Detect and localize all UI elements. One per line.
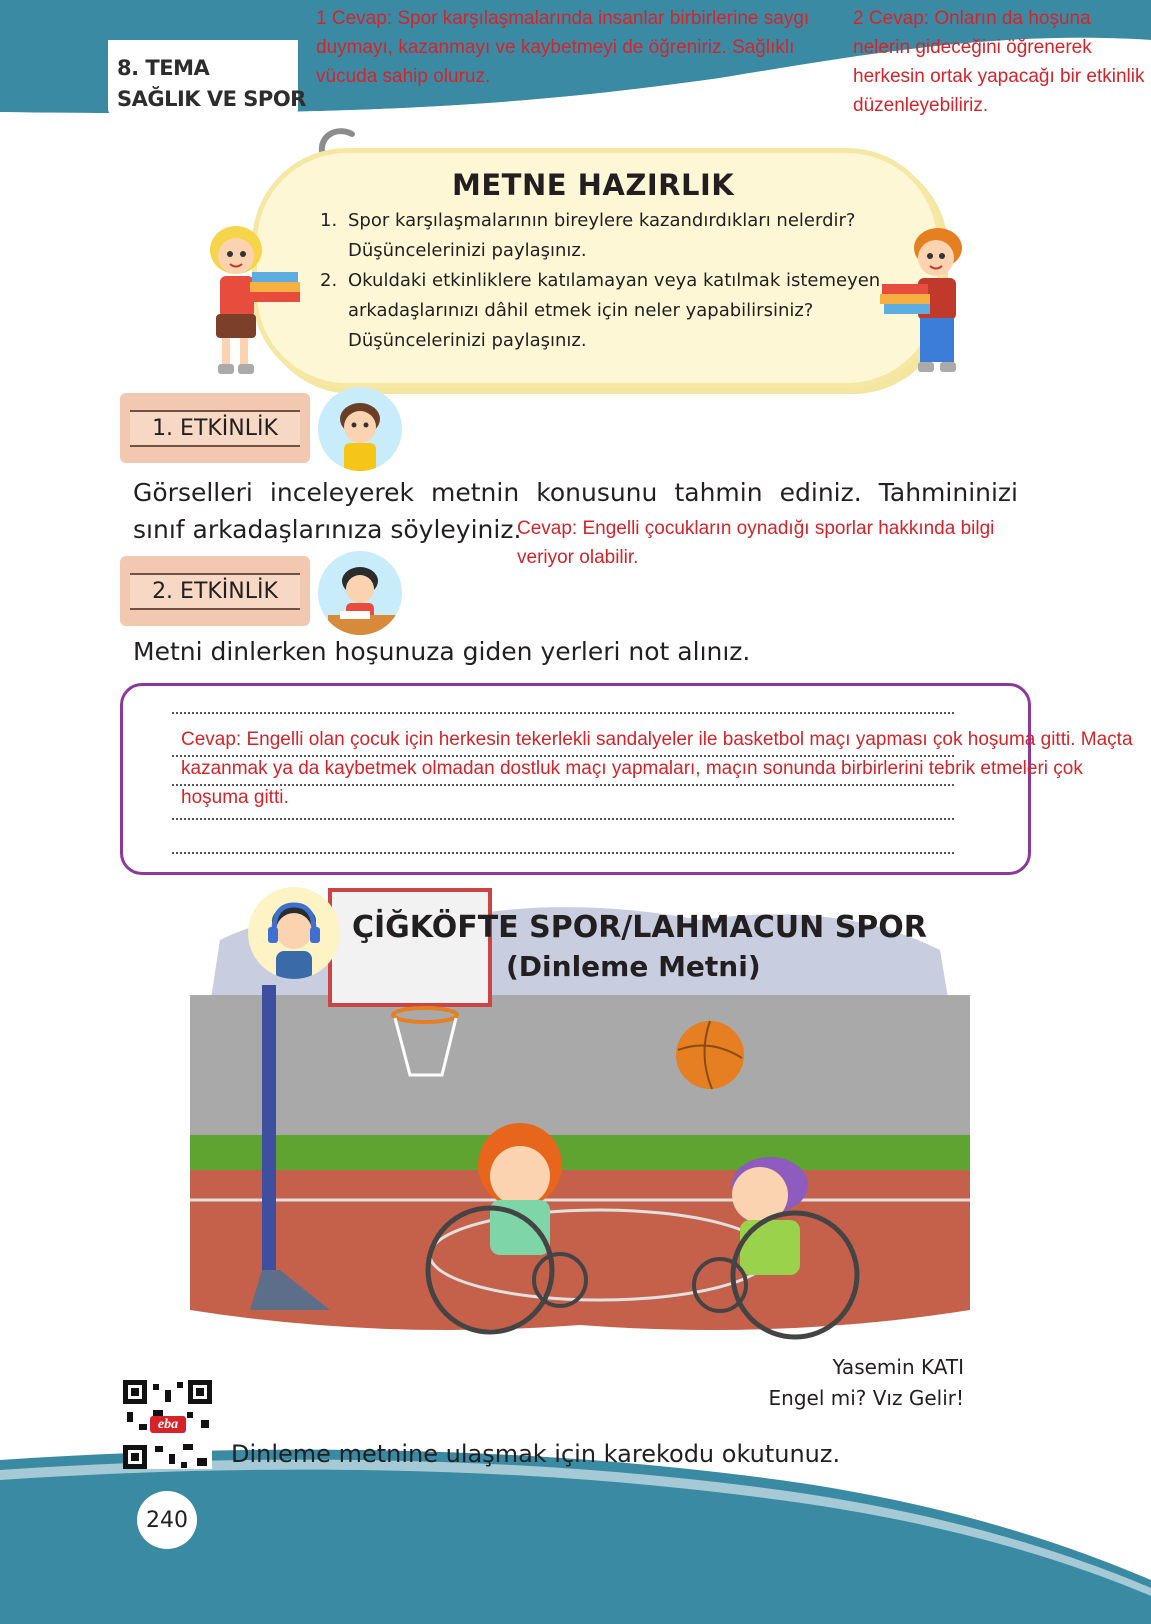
qr-code[interactable]: [123, 1380, 212, 1469]
theme-number: 8. TEMA: [117, 56, 210, 80]
activity-1-label: 1. ETKİNLİK: [130, 410, 300, 447]
page-number: 240: [134, 1488, 200, 1552]
girl-avatar: [318, 551, 402, 635]
activity-2-tag: [120, 556, 310, 626]
answer-2: 2 Cevap: Onların da hoşuna nelerin gideceğini öğrenerek herkesin ortak yapacağı bir etkinlik düzenleyebiliriz.: [853, 8, 1145, 116]
dotted-line: [172, 818, 954, 820]
question-item: [320, 266, 890, 356]
story-credit: [700, 1352, 964, 1414]
question-text: Okuldaki etkinliklere katılamayan veya katılmak istemeyen arkadaşlarınızı dâhil etmek için neler yapabilirsiniz? Düşüncelerinizi paylaşınız.: [348, 270, 881, 351]
question-text: Spor karşılaşmalarının bireylere kazandırdıkları nelerdir? Düşüncelerinizi paylaşınız.: [348, 210, 856, 261]
question-number: 2.: [320, 270, 338, 291]
activity-2-label: 2. ETKİNLİK: [130, 573, 300, 610]
preparation-title: METNE HAZIRLIK: [452, 168, 735, 202]
boy-headphones-avatar: [248, 887, 340, 979]
dotted-line: [172, 852, 954, 854]
boy-with-books-illustration: [878, 222, 978, 382]
activity-2-answer: Cevap: Engelli olan çocuk için herkesin tekerlekli sandalyeler ile basketbol maçı yapması çok hoşuma gitti. Maçta kazanmak ya da kaybetmek olmadan dostluk maçı yapmaları, maçın sonunda birbirlerini tebrik etmeleri çok hoşuma gitti.: [181, 729, 1133, 808]
theme-label: [117, 53, 306, 115]
question-number: 1.: [320, 210, 338, 231]
story-author: Yasemin KATI: [832, 1355, 964, 1379]
story-subtitle: (Dinleme Metni): [506, 950, 761, 983]
activity-1-answer: Cevap: Engelli çocukların oynadığı sporlar hakkında bilgi veriyor olabilir.: [517, 518, 995, 568]
qr-instruction: Dinleme metnine ulaşmak için karekodu okutunuz.: [231, 1440, 841, 1468]
activity-1-instruction: Görselleri inceleyerek metnin konusunu tahmin ediniz. Tahmininizi sınıf arkadaşlarınıza söyleyiniz.: [133, 478, 1018, 544]
story-title: ÇİĞKÖFTE SPOR/LAHMACUN SPOR: [352, 910, 927, 945]
answer-1: 1 Cevap: Spor karşılaşmalarında insanlar birbirlerine saygı duymayı, kazanmayı ve kaybetmeyi de öğreniriz. Sağlıklı vücuda sahip oluruz.: [316, 8, 810, 87]
activity-2-instruction: Metni dinlerken hoşunuza giden yerleri not alınız.: [133, 637, 751, 666]
activity-1-tag: [120, 393, 310, 463]
girl-with-books-illustration: [196, 222, 314, 382]
boy-waving-icon: [318, 387, 402, 471]
headphones-icon: [248, 887, 340, 979]
dotted-line: [172, 712, 954, 714]
boy-avatar: [318, 387, 402, 471]
girl-writing-icon: [318, 551, 402, 635]
story-source: Engel mi? Vız Gelir!: [768, 1386, 964, 1410]
question-item: [320, 206, 890, 266]
preparation-questions: [320, 206, 890, 356]
eba-logo: eba: [150, 1416, 186, 1433]
theme-title: SAĞLIK VE SPOR: [117, 87, 306, 111]
